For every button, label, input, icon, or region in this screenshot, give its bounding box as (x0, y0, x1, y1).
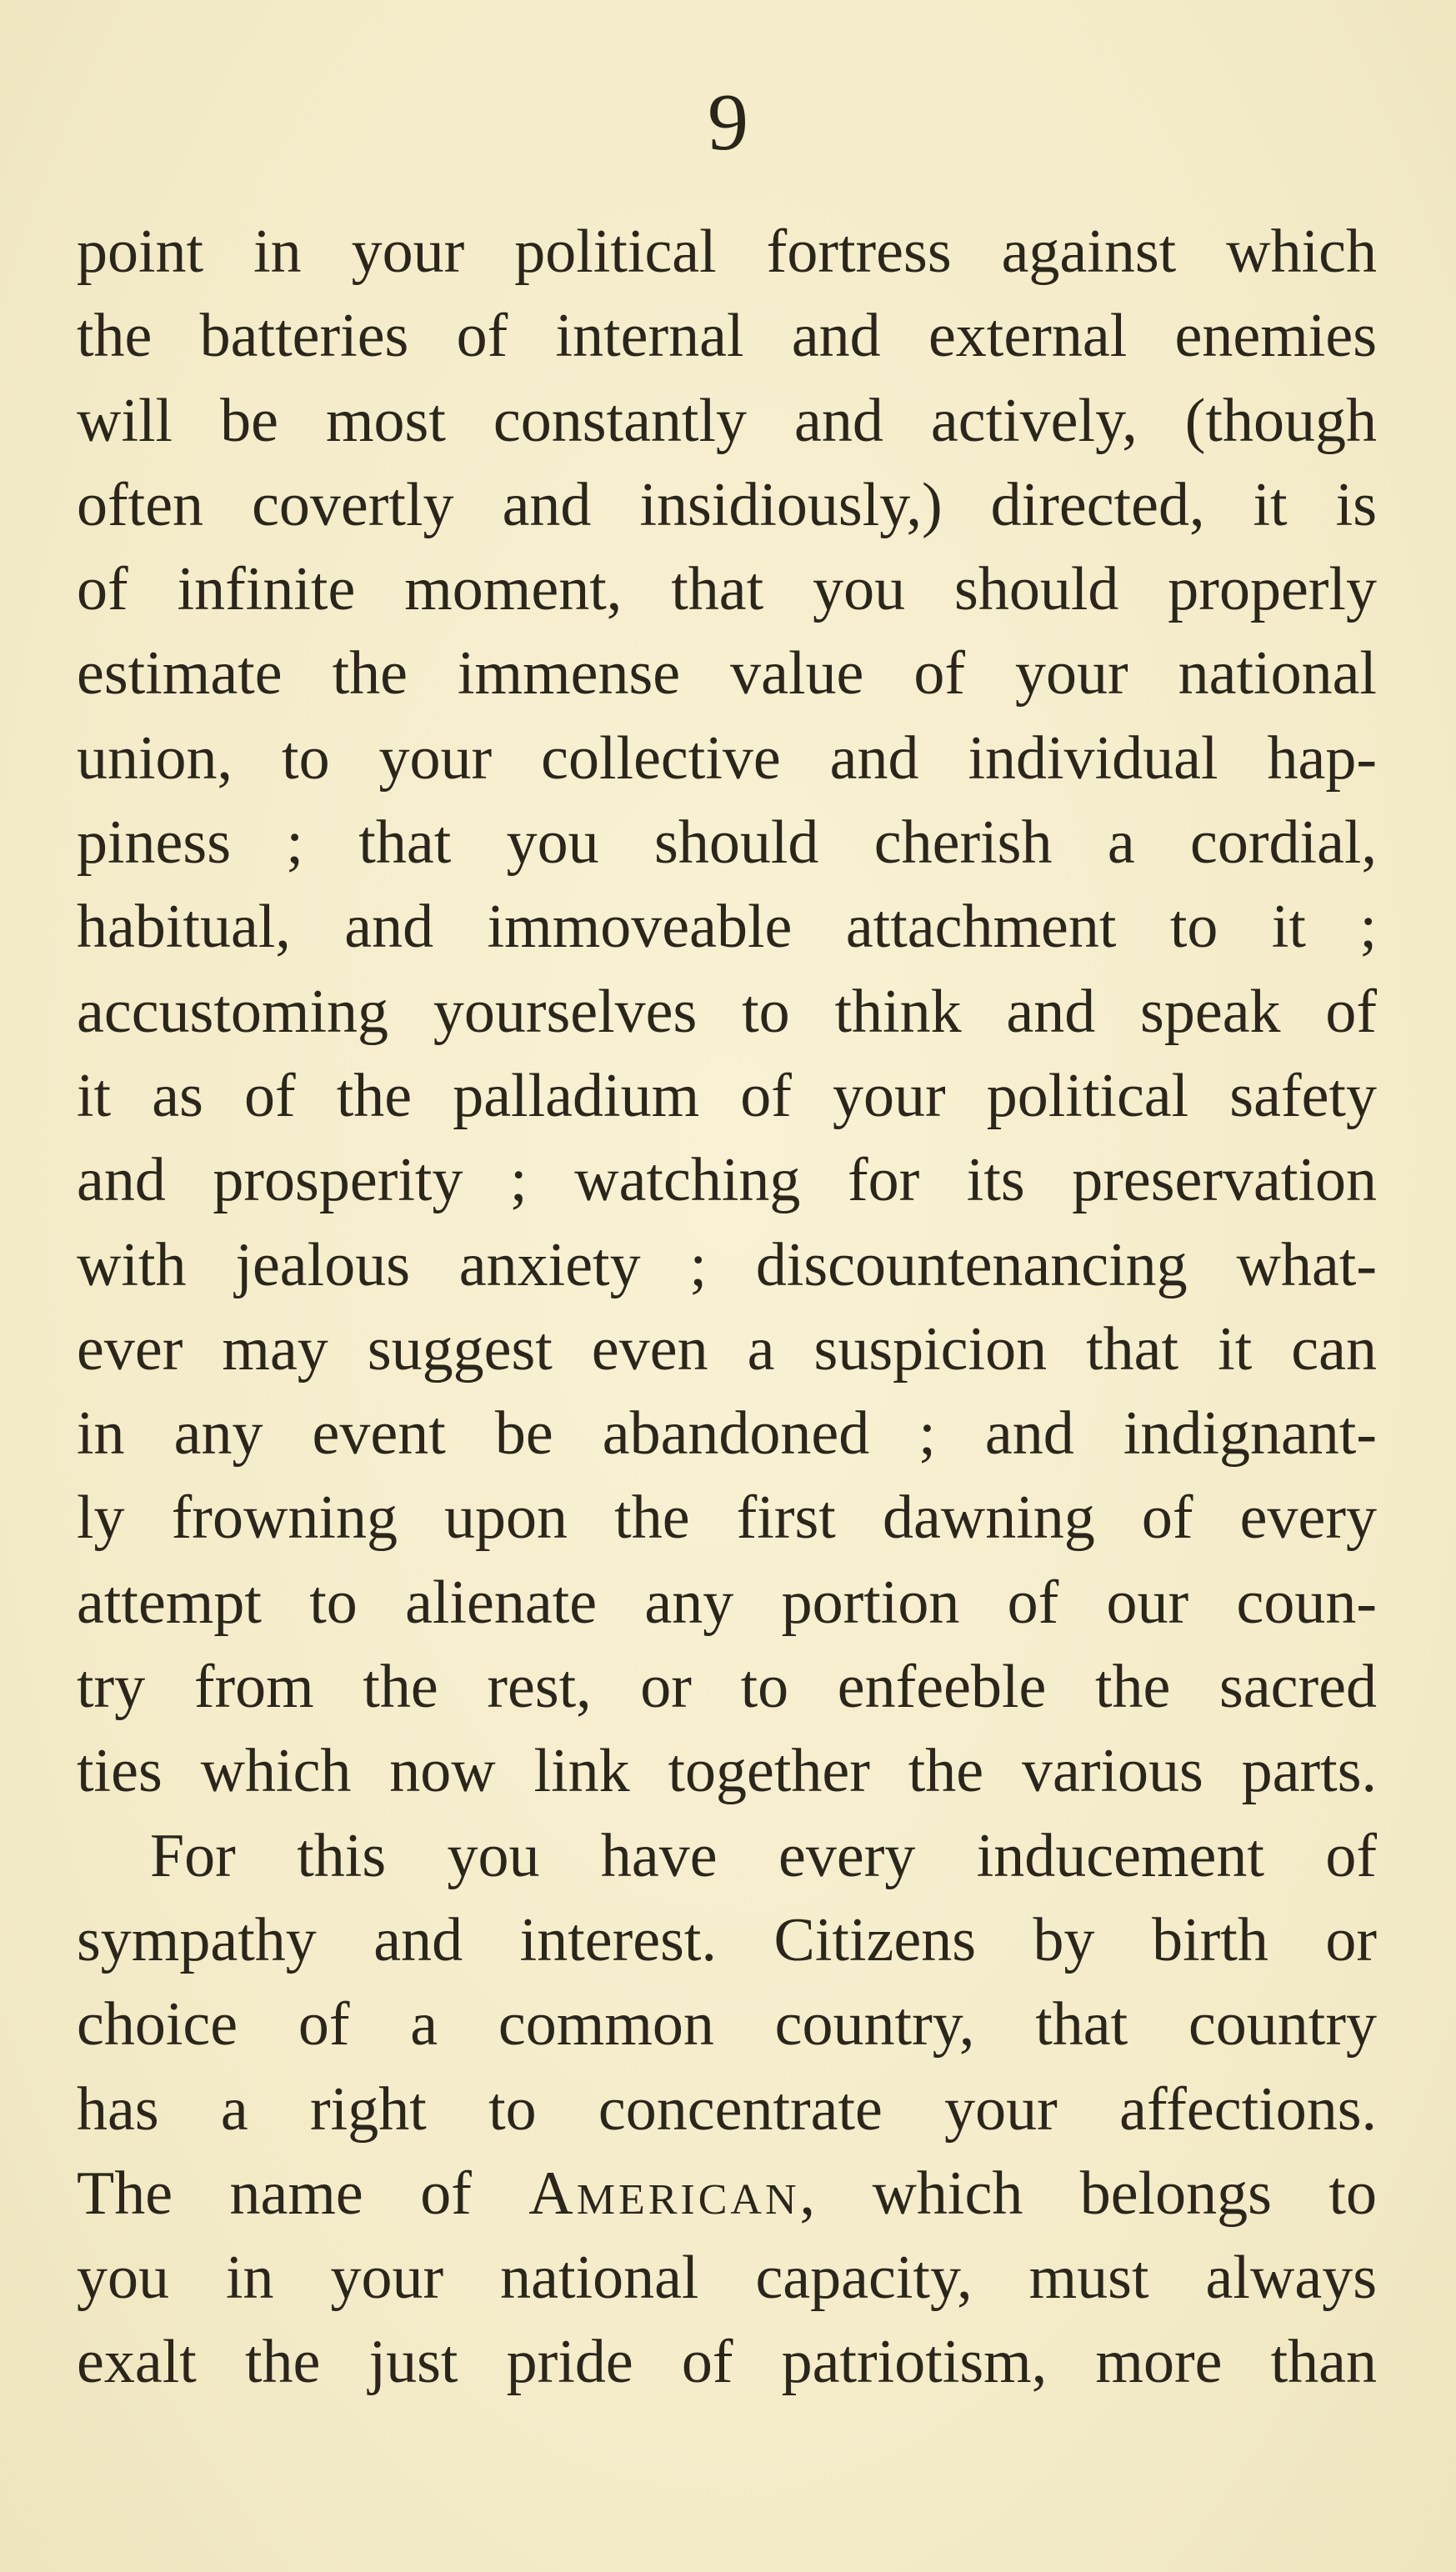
text-line: of infinite moment, that you should properly (77, 555, 1377, 624)
text-line: ly frowning upon the first dawning of every (77, 1484, 1377, 1553)
text-line: habitual, and immoveable attachment to it ; (77, 893, 1377, 962)
text-line: has a right to concentrate your affections. (77, 2074, 1377, 2144)
text-line: in any event be abandoned ; and indignant- (77, 1399, 1377, 1469)
text-line: will be most constantly and actively, (though (77, 386, 1377, 455)
text-line: estimate the immense value of your national (77, 639, 1377, 708)
text-line: and prosperity ; watching for its preservation (77, 1146, 1377, 1215)
text-line-american (77, 2152, 1377, 2236)
body-text (77, 210, 1377, 2405)
text-line: choice of a common country, that country (77, 1990, 1377, 2059)
text-line: with jealous anxiety ; discountenancing what- (77, 1230, 1377, 1299)
text-line: sympathy and interest. Citizens by birth or (77, 1905, 1377, 1974)
text-line: accustoming yourselves to think and speak of (77, 977, 1377, 1046)
text-line: often covertly and insidiously,) directed, it is (77, 470, 1377, 539)
text-line: union, to your collective and individual hap- (77, 723, 1377, 793)
text-line: piness ; that you should cherish a cordial, (77, 808, 1377, 878)
text-line: the batteries of internal and external enemies (77, 302, 1377, 371)
text-line: ties which now link together the various parts. (77, 1737, 1377, 1806)
text-line: you in your national capacity, must always (77, 2244, 1377, 2313)
text-line: point in your political fortress against which (77, 218, 1377, 286)
text-line: try from the rest, or to enfeeble the sacred (77, 1653, 1377, 1722)
text-line: exalt the just pride of patriotism, more than (77, 2328, 1377, 2397)
text-fragment: , which belongs to (799, 2159, 1377, 2228)
text-line: ever may suggest even a suspicion that it can (77, 1314, 1377, 1384)
text-fragment: The name of (77, 2159, 472, 2228)
american-smallcaps: American (528, 2159, 800, 2228)
page-number: 9 (708, 78, 748, 168)
text-line: it as of the palladium of your political safety (77, 1061, 1377, 1130)
text-line: attempt to alienate any portion of our coun- (77, 1568, 1377, 1637)
paragraph-start-line: For this you have every inducement of (150, 1821, 1377, 1890)
